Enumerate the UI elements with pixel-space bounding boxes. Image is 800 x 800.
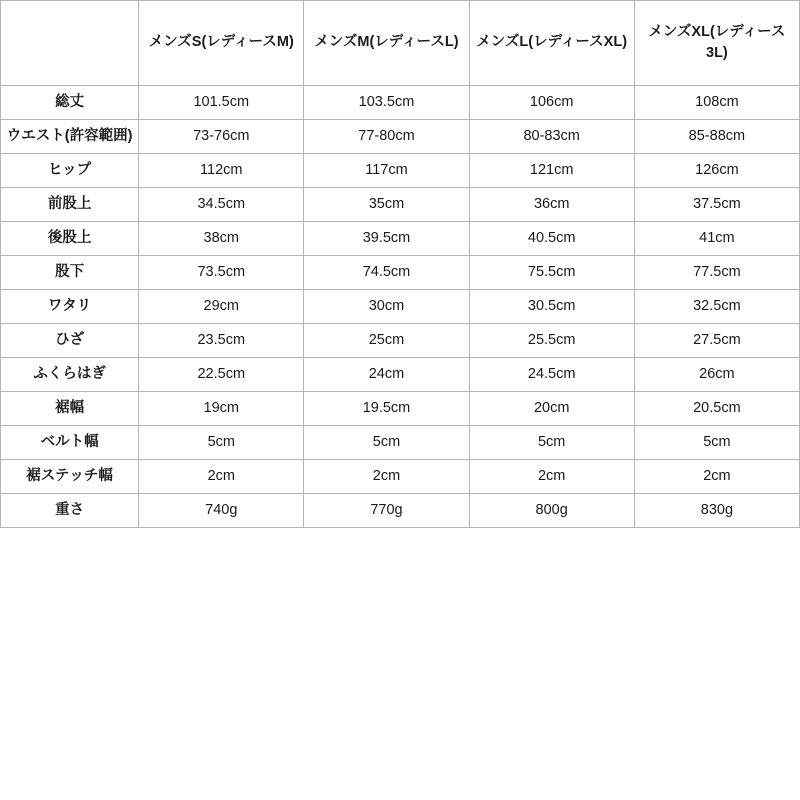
table-row [1, 188, 800, 222]
cell-value: 20.5cm [634, 392, 799, 426]
cell-value: 106cm [469, 86, 634, 120]
row-label: ベルト幅 [1, 426, 139, 460]
row-label: 裾幅 [1, 392, 139, 426]
row-label: ふくらはぎ [1, 358, 139, 392]
table-header [1, 1, 800, 86]
table-row [1, 222, 800, 256]
header-row [1, 1, 800, 86]
cell-value: 73-76cm [139, 120, 304, 154]
table-row [1, 426, 800, 460]
cell-value: 5cm [469, 426, 634, 460]
cell-value: 24.5cm [469, 358, 634, 392]
header-corner-cell [1, 1, 139, 86]
column-header-mens-s: メンズS(レディースM) [139, 1, 304, 86]
cell-value: 112cm [139, 154, 304, 188]
cell-value: 108cm [634, 86, 799, 120]
cell-value: 22.5cm [139, 358, 304, 392]
cell-value: 103.5cm [304, 86, 469, 120]
cell-value: 73.5cm [139, 256, 304, 290]
cell-value: 80-83cm [469, 120, 634, 154]
cell-value: 740g [139, 494, 304, 528]
cell-value: 74.5cm [304, 256, 469, 290]
cell-value: 27.5cm [634, 324, 799, 358]
cell-value: 24cm [304, 358, 469, 392]
table-row [1, 256, 800, 290]
cell-value: 34.5cm [139, 188, 304, 222]
cell-value: 30cm [304, 290, 469, 324]
table-row [1, 86, 800, 120]
cell-value: 23.5cm [139, 324, 304, 358]
table-row [1, 494, 800, 528]
cell-value: 75.5cm [469, 256, 634, 290]
table-body [1, 86, 800, 528]
cell-value: 19cm [139, 392, 304, 426]
cell-value: 32.5cm [634, 290, 799, 324]
cell-value: 77.5cm [634, 256, 799, 290]
cell-value: 35cm [304, 188, 469, 222]
cell-value: 2cm [469, 460, 634, 494]
cell-value: 40.5cm [469, 222, 634, 256]
cell-value: 37.5cm [634, 188, 799, 222]
cell-value: 830g [634, 494, 799, 528]
row-label: 後股上 [1, 222, 139, 256]
row-label: 裾ステッチ幅 [1, 460, 139, 494]
row-label: ワタリ [1, 290, 139, 324]
cell-value: 5cm [304, 426, 469, 460]
cell-value: 25cm [304, 324, 469, 358]
cell-value: 121cm [469, 154, 634, 188]
row-label: ひざ [1, 324, 139, 358]
row-label: 股下 [1, 256, 139, 290]
cell-value: 770g [304, 494, 469, 528]
cell-value: 126cm [634, 154, 799, 188]
cell-value: 30.5cm [469, 290, 634, 324]
row-label: ウエスト(許容範囲) [1, 120, 139, 154]
column-header-mens-m: メンズM(レディースL) [304, 1, 469, 86]
row-label: 前股上 [1, 188, 139, 222]
cell-value: 36cm [469, 188, 634, 222]
cell-value: 5cm [634, 426, 799, 460]
cell-value: 2cm [634, 460, 799, 494]
table-row [1, 120, 800, 154]
table-row [1, 460, 800, 494]
table-row [1, 392, 800, 426]
cell-value: 26cm [634, 358, 799, 392]
cell-value: 2cm [304, 460, 469, 494]
table-row [1, 358, 800, 392]
row-label: 総丈 [1, 86, 139, 120]
column-header-mens-xl: メンズXL(レディース3L) [634, 1, 799, 86]
cell-value: 101.5cm [139, 86, 304, 120]
table-row [1, 154, 800, 188]
cell-value: 41cm [634, 222, 799, 256]
cell-value: 2cm [139, 460, 304, 494]
row-label: 重さ [1, 494, 139, 528]
table-row [1, 324, 800, 358]
cell-value: 77-80cm [304, 120, 469, 154]
cell-value: 38cm [139, 222, 304, 256]
cell-value: 117cm [304, 154, 469, 188]
cell-value: 85-88cm [634, 120, 799, 154]
cell-value: 39.5cm [304, 222, 469, 256]
cell-value: 29cm [139, 290, 304, 324]
row-label: ヒップ [1, 154, 139, 188]
column-header-mens-l: メンズL(レディースXL) [469, 1, 634, 86]
cell-value: 25.5cm [469, 324, 634, 358]
cell-value: 20cm [469, 392, 634, 426]
cell-value: 19.5cm [304, 392, 469, 426]
cell-value: 800g [469, 494, 634, 528]
table-row [1, 290, 800, 324]
cell-value: 5cm [139, 426, 304, 460]
